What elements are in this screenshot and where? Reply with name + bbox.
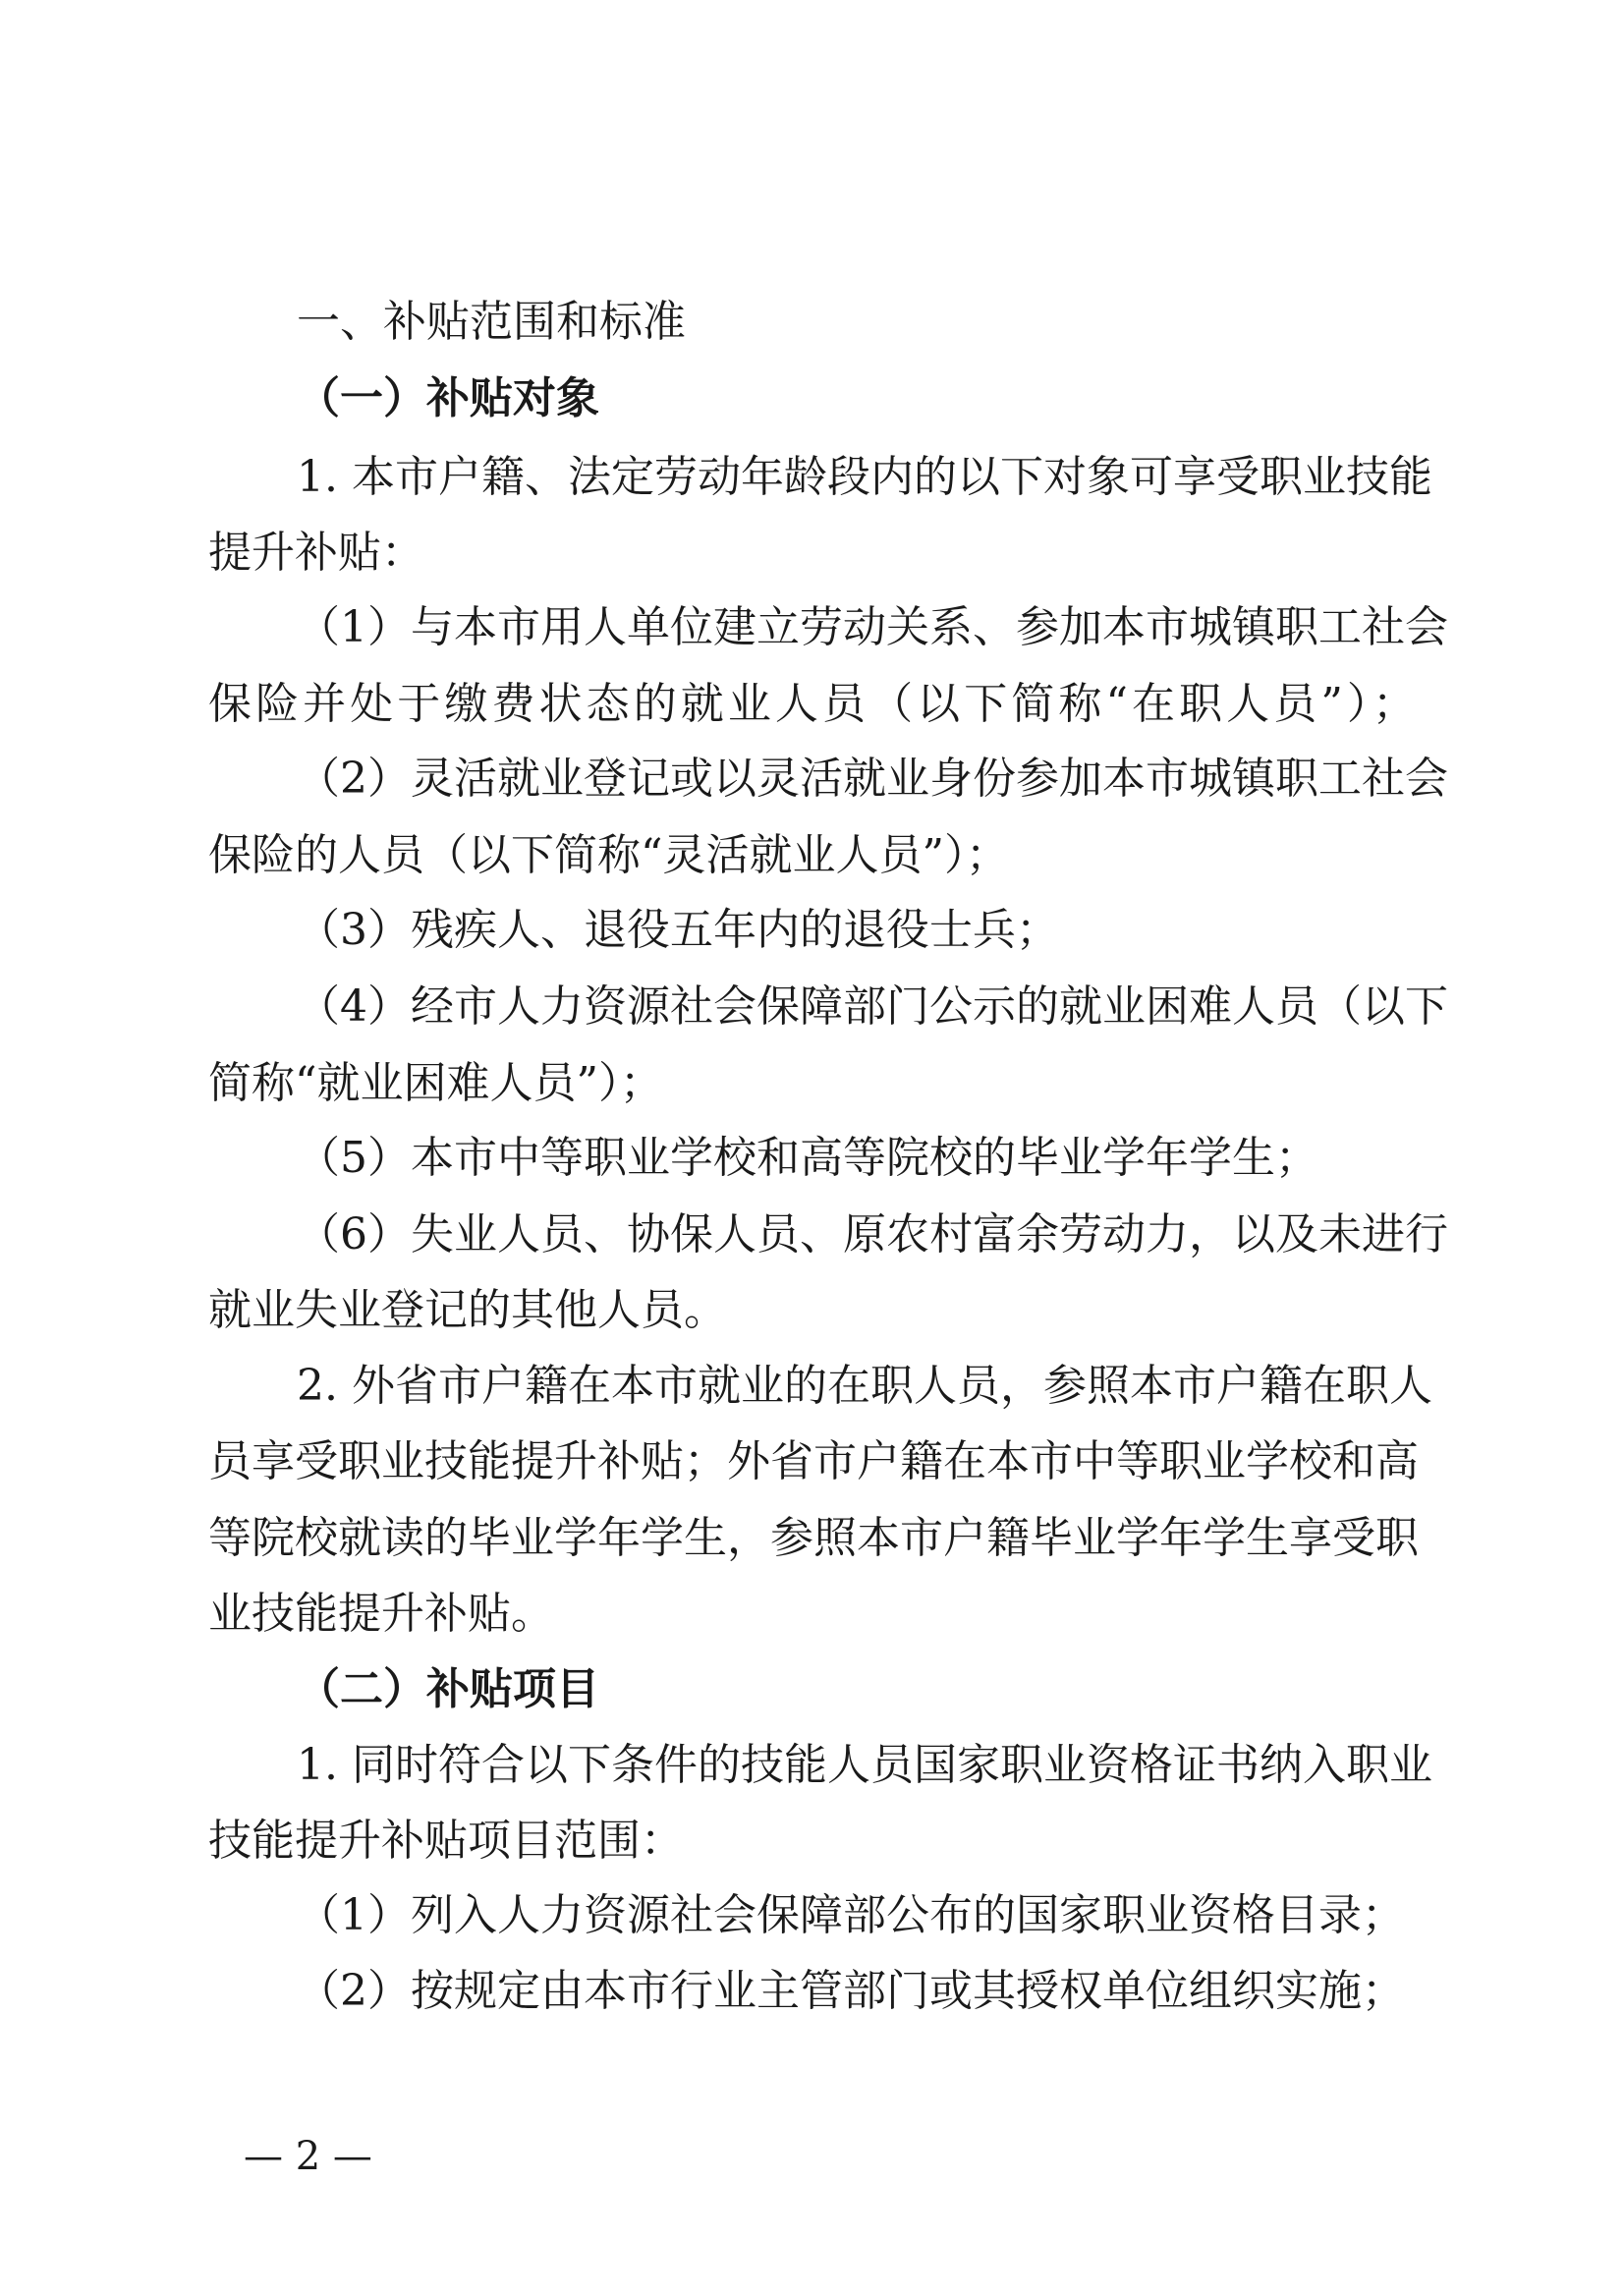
list-item-line: 保险并处于缴费状态的就业人员（以下简称“在职人员”）； <box>208 679 1416 729</box>
list-item-line: （1）列入人力资源社会保障部公布的国家职业资格目录； <box>297 1890 1405 1940</box>
paragraph-line: 业技能提升补贴。 <box>208 1589 554 1639</box>
list-item-line: 保险的人员（以下简称“灵活就业人员”）； <box>208 830 1009 880</box>
list-item-line: （4）经市人力资源社会保障部门公示的就业困难人员（以下 <box>297 981 1448 1032</box>
list-item-line: （5）本市中等职业学校和高等院校的毕业学年学生； <box>297 1133 1318 1183</box>
paragraph-line: 员享受职业技能提升补贴；外省市户籍在本市中等职业学校和高 <box>208 1436 1419 1486</box>
list-item-line: 简称“就业困难人员”）； <box>208 1058 663 1108</box>
list-item-line: （3）残疾人、退役五年内的退役士兵； <box>297 905 1059 955</box>
list-item-line: （1）与本市用人单位建立劳动关系、参加本市城镇职工社会 <box>297 602 1448 652</box>
paragraph-line: 1. 本市户籍、法定劳动年龄段内的以下对象可享受职业技能 <box>297 452 1432 502</box>
heading-level-1: 一、补贴范围和标准 <box>297 297 686 347</box>
paragraph-line: 1. 同时符合以下条件的技能人员国家职业资格证书纳入职业 <box>297 1740 1432 1790</box>
section-title-subsidy-targets: （一）补贴对象 <box>297 373 599 423</box>
list-item-line: （2）按规定由本市行业主管部门或其授权单位组织实施； <box>297 1966 1405 2016</box>
list-item-line: （6）失业人员、协保人员、原农村富余劳动力，以及未进行 <box>297 1209 1448 1259</box>
paragraph-line: 提升补贴： <box>208 528 424 578</box>
section-title-subsidy-items: （二）补贴项目 <box>297 1664 599 1714</box>
paragraph-line: 技能提升补贴项目范围： <box>208 1816 684 1866</box>
list-item-line: （2）灵活就业登记或以灵活就业身份参加本市城镇职工社会 <box>297 754 1448 804</box>
list-item-line: 就业失业登记的其他人员。 <box>208 1285 727 1335</box>
page-number: — 2 — <box>244 2134 372 2179</box>
paragraph-line: 2. 外省市户籍在本市就业的在职人员，参照本市户籍在职人 <box>297 1361 1432 1411</box>
paragraph-line: 等院校就读的毕业学年学生，参照本市户籍毕业学年学生享受职 <box>208 1513 1419 1563</box>
